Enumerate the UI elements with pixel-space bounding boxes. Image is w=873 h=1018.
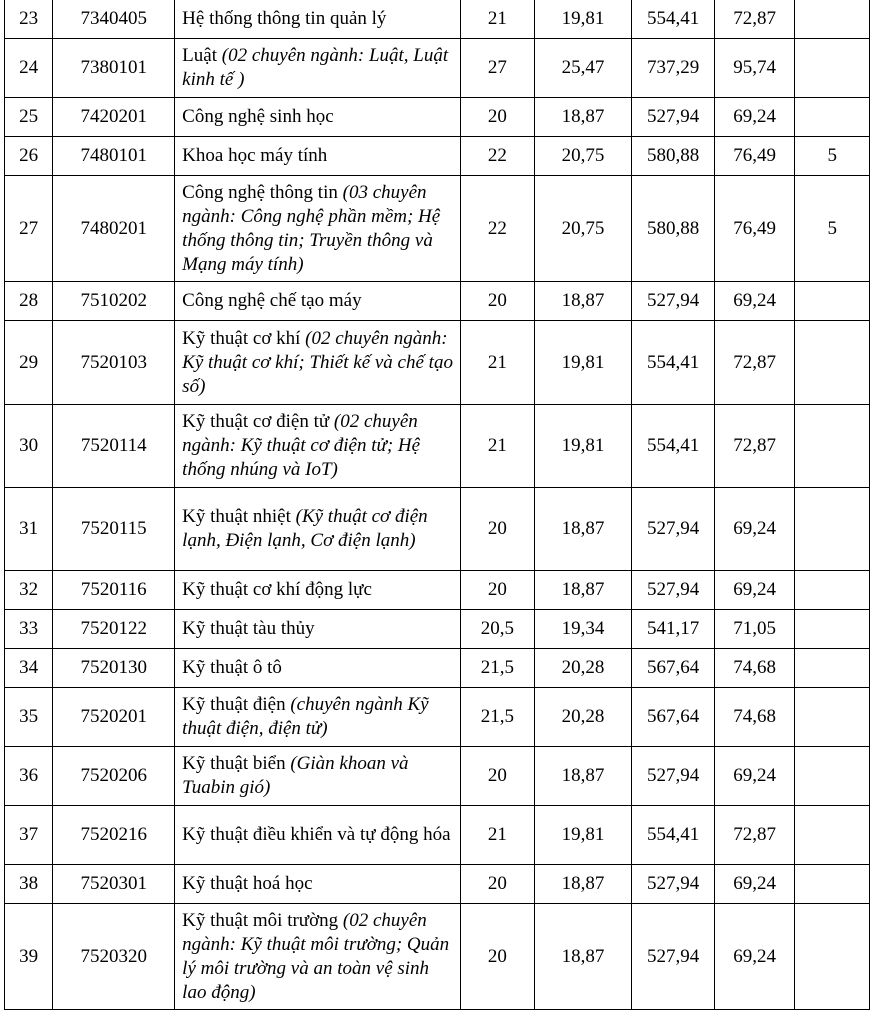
score-4-text: 74,68 [733,706,777,727]
row-number-text: 27 [19,217,39,239]
major-code-cell [53,98,175,137]
major-code-text: 7520103 [80,351,147,373]
major-name-cell [175,688,461,747]
major-code-cell [53,321,175,405]
score-5-cell [795,282,870,321]
score-3-cell [632,39,715,98]
table-row [5,137,870,176]
major-name-cell [175,137,461,176]
table-row [5,904,870,1010]
score-1-cell [461,176,535,282]
score-2-cell [534,321,632,405]
score-5-cell [795,98,870,137]
score-3-cell [632,137,715,176]
score-3-text: 527,94 [646,765,700,786]
score-4-text: 69,24 [733,106,777,127]
score-2-cell [534,39,632,98]
major-note-text: (02 chuyên ngành: Kỹ thuật cơ điện tử; Hệ thống nhúng và IoT) [182,411,421,480]
row-number-text: 30 [19,435,39,456]
score-2-cell [534,98,632,137]
score-2-cell [534,649,632,688]
table-row [5,488,870,571]
major-note-text: (Giàn khoan và Tuabin gió) [182,753,409,798]
score-1-cell [461,806,535,865]
major-code-text: 7520301 [80,873,147,894]
row-number-cell [5,865,53,904]
score-5-cell [795,806,870,865]
score-4-cell [714,282,795,321]
score-3-text: 567,64 [646,657,700,678]
score-3-text: 527,94 [646,290,700,311]
score-2-cell [534,137,632,176]
admission-score-table [4,0,870,1010]
score-1-cell [461,137,535,176]
row-number-cell [5,610,53,649]
score-1-text: 21 [487,351,507,373]
score-3-cell [632,649,715,688]
major-code-text: 7520216 [80,824,147,845]
score-4-text: 76,49 [733,145,777,166]
score-4-cell [714,176,795,282]
score-4-cell [714,488,795,571]
score-1-text: 21 [487,435,507,456]
score-3-text: 554,41 [646,824,700,845]
score-3-cell [632,405,715,488]
major-code-text: 7520122 [80,618,147,639]
major-code-cell [53,39,175,98]
score-1-cell [461,39,535,98]
table-row [5,176,870,282]
score-3-text: 527,94 [646,945,700,967]
score-5-cell [795,137,870,176]
table-row [5,747,870,806]
score-5-cell [795,747,870,806]
score-1-text: 20 [487,873,507,894]
row-number-cell [5,806,53,865]
major-code-cell [53,0,175,39]
score-1-text: 20 [487,765,507,786]
row-number-cell [5,282,53,321]
score-2-text: 19,81 [561,435,605,456]
major-note-text: (02 chuyên ngành: Luật, Luật kinh tế ) [182,45,449,90]
score-1-cell [461,98,535,137]
score-1-text: 20 [487,290,507,311]
score-1-text: 22 [487,217,507,239]
major-name-cell [175,0,461,39]
score-2-cell [534,0,632,39]
major-name-text: Luật [182,45,217,66]
table-row [5,282,870,321]
score-3-text: 527,94 [646,579,700,600]
major-code-cell [53,865,175,904]
table-row [5,649,870,688]
major-name-cell [175,747,461,806]
score-4-cell [714,0,795,39]
row-number-cell [5,176,53,282]
major-name-text: Kỹ thuật cơ khí [182,327,301,349]
score-3-text: 541,17 [646,618,700,639]
score-2-text: 20,28 [561,706,605,727]
score-2-text: 18,87 [561,873,605,894]
major-name-text: Kỹ thuật nhiệt [182,506,291,527]
score-1-cell [461,688,535,747]
score-1-text: 21,5 [480,706,515,727]
major-name-cell [175,282,461,321]
score-3-cell [632,806,715,865]
major-name-text: Khoa học máy tính [182,145,328,166]
score-5-cell [795,571,870,610]
major-note-text: (03 chuyên ngành: Công nghệ phần mềm; Hệ thống thông tin; Truyền thông và Mạng máy tính) [182,181,441,275]
table-row [5,806,870,865]
score-1-cell [461,610,535,649]
row-number-text: 37 [19,824,39,845]
score-1-text: 20 [487,579,507,600]
score-5-text: 5 [827,217,837,239]
score-4-text: 72,87 [733,824,777,845]
major-code-cell [53,571,175,610]
score-4-text: 69,24 [733,873,777,894]
score-4-cell [714,610,795,649]
major-note-text: (chuyên ngành Kỹ thuật điện, điện tử) [182,694,429,739]
score-3-text: 554,41 [646,435,700,456]
score-4-cell [714,405,795,488]
row-number-cell [5,688,53,747]
score-2-cell [534,904,632,1010]
table-row [5,0,870,39]
major-code-cell [53,806,175,865]
score-3-text: 527,94 [646,106,700,127]
score-1-text: 20,5 [480,618,515,639]
row-number-text: 34 [19,657,39,678]
score-1-cell [461,405,535,488]
major-name-cell [175,176,461,282]
major-name-cell [175,39,461,98]
major-code-text: 7520114 [80,435,147,456]
table-row [5,610,870,649]
score-5-cell [795,321,870,405]
major-code-cell [53,176,175,282]
score-4-cell [714,571,795,610]
major-name-text: Công nghệ chế tạo máy [182,290,362,311]
score-3-text: 737,29 [646,57,700,78]
score-2-text: 19,34 [561,618,605,639]
score-2-text: 18,87 [561,945,605,967]
score-1-cell [461,488,535,571]
score-2-text: 20,75 [561,217,605,239]
score-1-text: 22 [487,145,507,166]
row-number-text: 25 [19,106,39,127]
major-code-text: 7520201 [80,706,147,727]
major-name-cell [175,488,461,571]
score-3-cell [632,488,715,571]
major-code-cell [53,610,175,649]
row-number-cell [5,488,53,571]
score-1-cell [461,865,535,904]
row-number-cell [5,39,53,98]
major-code-text: 7520320 [80,945,147,967]
score-2-cell [534,405,632,488]
major-name-text: Kỹ thuật biển [182,753,286,774]
score-3-text: 527,94 [646,518,700,539]
score-5-cell [795,610,870,649]
major-note-text: (02 chuyên ngành: Kỹ thuật môi trường; Quản lý môi trường và an toàn vệ sinh lao động) [182,909,450,1003]
major-code-text: 7380101 [80,57,147,78]
row-number-text: 24 [19,57,39,78]
score-3-text: 527,94 [646,873,700,894]
major-code-cell [53,747,175,806]
score-4-text: 72,87 [733,351,777,373]
score-4-cell [714,865,795,904]
score-5-text: 5 [827,145,837,166]
table-row [5,865,870,904]
score-3-text: 567,64 [646,706,700,727]
score-3-cell [632,571,715,610]
score-2-text: 18,87 [561,106,605,127]
major-code-text: 7420201 [80,106,147,127]
score-2-text: 25,47 [561,57,605,78]
table-row [5,571,870,610]
score-3-text: 580,88 [646,217,700,239]
score-5-cell [795,488,870,571]
row-number-cell [5,649,53,688]
score-2-text: 20,28 [561,657,605,678]
score-2-cell [534,610,632,649]
score-2-cell [534,806,632,865]
row-number-cell [5,321,53,405]
score-5-cell [795,865,870,904]
score-1-text: 27 [487,57,507,78]
major-name-text: Kỹ thuật tàu thủy [182,618,315,639]
score-1-text: 20 [487,106,507,127]
major-code-text: 7480201 [80,217,147,239]
row-number-text: 31 [19,518,39,539]
major-name-cell [175,321,461,405]
score-5-cell [795,176,870,282]
score-4-text: 95,74 [733,57,777,78]
score-2-cell [534,865,632,904]
major-name-text: Công nghệ sinh học [182,106,334,127]
score-2-cell [534,571,632,610]
major-name-text: Kỹ thuật môi trường [182,909,339,931]
major-note-text: (Kỹ thuật cơ điện lạnh, Điện lạnh, Cơ điện lạnh) [182,506,428,551]
score-4-cell [714,688,795,747]
row-number-text: 36 [19,765,39,786]
score-1-cell [461,904,535,1010]
major-code-text: 7520206 [80,765,147,786]
score-4-text: 72,87 [733,435,777,456]
major-code-text: 7520116 [80,579,147,600]
major-name-text: Hệ thống thông tin quản lý [182,8,387,29]
major-name-text: Công nghệ thông tin [182,181,338,203]
score-4-cell [714,321,795,405]
table-row [5,39,870,98]
major-code-cell [53,282,175,321]
major-code-text: 7510202 [80,290,147,311]
score-4-text: 69,24 [733,579,777,600]
major-code-text: 7520115 [80,518,147,539]
score-4-cell [714,98,795,137]
score-2-text: 18,87 [561,290,605,311]
score-3-cell [632,176,715,282]
score-2-cell [534,282,632,321]
major-name-text: Kỹ thuật điều khiển và tự động hóa [182,824,451,845]
row-number-cell [5,571,53,610]
score-3-cell [632,865,715,904]
major-name-text: Kỹ thuật hoá học [182,873,313,894]
score-1-cell [461,282,535,321]
major-code-text: 7480101 [80,145,147,166]
score-2-cell [534,747,632,806]
score-4-text: 69,24 [733,945,777,967]
score-4-text: 69,24 [733,518,777,539]
score-1-text: 21,5 [480,657,515,678]
score-1-cell [461,321,535,405]
major-name-cell [175,98,461,137]
table-body [5,0,870,1010]
major-code-cell [53,137,175,176]
row-number-text: 33 [19,618,39,639]
row-number-text: 26 [19,145,39,166]
score-2-cell [534,688,632,747]
score-1-text: 21 [487,8,507,29]
major-name-text: Kỹ thuật ô tô [182,657,282,678]
major-name-cell [175,865,461,904]
row-number-text: 28 [19,290,39,311]
score-4-cell [714,649,795,688]
score-1-text: 20 [487,945,507,967]
score-3-cell [632,610,715,649]
major-name-cell [175,571,461,610]
score-3-cell [632,282,715,321]
score-2-text: 18,87 [561,518,605,539]
score-5-cell [795,649,870,688]
row-number-text: 23 [19,8,39,29]
row-number-cell [5,0,53,39]
score-5-cell [795,688,870,747]
row-number-cell [5,747,53,806]
score-1-cell [461,0,535,39]
table-row [5,405,870,488]
score-2-text: 19,81 [561,351,605,373]
row-number-text: 35 [19,706,39,727]
table-row [5,98,870,137]
major-code-cell [53,904,175,1010]
score-4-cell [714,806,795,865]
major-name-cell [175,610,461,649]
score-4-cell [714,137,795,176]
row-number-cell [5,98,53,137]
row-number-cell [5,904,53,1010]
score-3-cell [632,688,715,747]
row-number-cell [5,405,53,488]
score-2-text: 18,87 [561,579,605,600]
score-3-cell [632,747,715,806]
row-number-text: 38 [19,873,39,894]
score-1-cell [461,747,535,806]
score-4-text: 69,24 [733,290,777,311]
major-code-text: 7520130 [80,657,147,678]
major-name-text: Kỹ thuật cơ khí động lực [182,579,372,600]
major-code-cell [53,488,175,571]
score-1-cell [461,649,535,688]
score-4-cell [714,747,795,806]
major-code-cell [53,688,175,747]
score-5-cell [795,39,870,98]
major-name-cell [175,405,461,488]
score-3-text: 554,41 [646,351,700,373]
row-number-text: 29 [19,351,39,373]
score-2-cell [534,176,632,282]
score-4-text: 74,68 [733,657,777,678]
major-name-text: Kỹ thuật điện [182,694,286,715]
row-number-text: 39 [19,945,39,967]
score-4-cell [714,904,795,1010]
table-row [5,321,870,405]
major-name-cell [175,904,461,1010]
score-4-text: 72,87 [733,8,777,29]
row-number-text: 32 [19,579,39,600]
score-5-cell [795,0,870,39]
table-row [5,688,870,747]
row-number-cell [5,137,53,176]
score-3-cell [632,321,715,405]
score-4-text: 71,05 [733,618,777,639]
major-code-cell [53,649,175,688]
score-2-text: 19,81 [561,8,605,29]
score-5-cell [795,904,870,1010]
major-name-text: Kỹ thuật cơ điện tử [182,411,330,432]
score-5-cell [795,405,870,488]
score-3-text: 580,88 [646,145,700,166]
major-code-cell [53,405,175,488]
score-2-text: 20,75 [561,145,605,166]
score-3-text: 554,41 [646,8,700,29]
score-2-cell [534,488,632,571]
score-4-cell [714,39,795,98]
score-3-cell [632,0,715,39]
score-3-cell [632,98,715,137]
major-note-text: (02 chuyên ngành: Kỹ thuật cơ khí; Thiết kế và chế tạo số) [182,327,453,397]
score-3-cell [632,904,715,1010]
major-code-text: 7340405 [80,8,147,29]
score-1-text: 21 [487,824,507,845]
score-4-text: 69,24 [733,765,777,786]
major-name-cell [175,806,461,865]
score-1-cell [461,571,535,610]
major-name-cell [175,649,461,688]
score-1-text: 20 [487,518,507,539]
score-2-text: 19,81 [561,824,605,845]
score-4-text: 76,49 [733,217,777,239]
score-2-text: 18,87 [561,765,605,786]
